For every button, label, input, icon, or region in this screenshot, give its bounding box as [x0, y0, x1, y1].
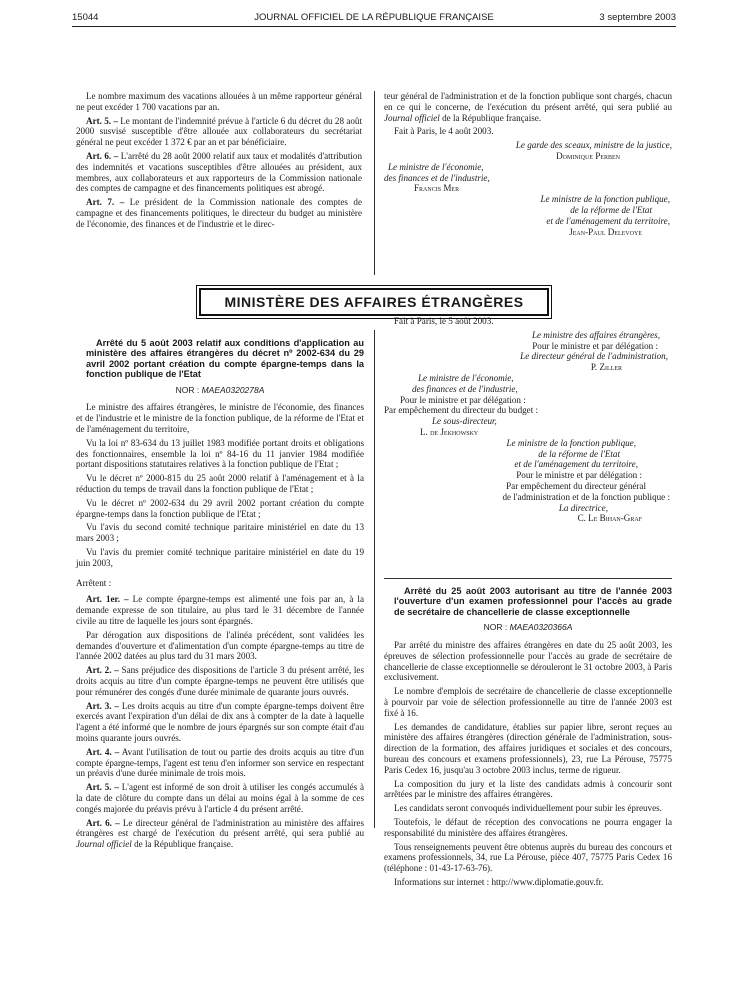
text: de la République française.: [442, 112, 542, 123]
paragraph: Toutefois, le défaut de réception des convocations ne pourra engager la responsabilité du ministère des affaires étrangères.: [384, 816, 672, 838]
done-at: Fait à Paris, le 4 août 2003.: [394, 126, 494, 137]
article-text: Le directeur général de l'administration au ministère des affaires étrangères est chargé de l'exécution du présent arrêté, qui sera publié au: [76, 817, 364, 839]
nor-code: MAEA0320278A: [201, 384, 265, 395]
visa: Vu l'avis du second comité technique paritaire ministériel en date du 13 mars 2003 ;: [76, 522, 364, 544]
signatory-name: Francis Mer: [414, 183, 460, 194]
signatory-name: C. Le Bihan-Graf: [577, 513, 642, 524]
signature-block: [384, 330, 672, 524]
signature-block: [384, 140, 672, 237]
paragraph: Par dérogation aux dispositions de l'alinéa précédent, sont validées les demandes d'ouverture et d'alimentation d'un compte épargne-temps au titre de l'année 2002 datées au plus tard du 31 mars 2003.: [76, 629, 364, 662]
article-text: L'agent est informé de son droit à utiliser les congés accumulés à la date de clôture du compte dans un délai au moins égal à la somme de ces congés majorée du préavis prévu à l'article 4 du présent arrêté.: [76, 782, 364, 814]
nor-label: NOR :: [483, 622, 508, 633]
ministry-heading: MINISTÈRE DES AFFAIRES ÉTRANGÈRES: [199, 288, 549, 316]
signatory-title: et de l'aménagement du territoire,: [546, 215, 670, 226]
signatory-title: Le ministre de la fonction publique,: [540, 194, 670, 205]
delegation-line: Par empêchement du directeur du budget :: [384, 405, 539, 416]
section-rule: [384, 578, 672, 579]
nor-label: NOR :: [175, 384, 200, 395]
paragraph: Les candidats seront convoqués individuellement pour subir les épreuves.: [394, 803, 662, 814]
nor-reference: [76, 385, 364, 396]
paragraph: La composition du jury et la liste des candidats admis à concourir sont arrêtées par le ministre des affaires étrangères.: [384, 778, 672, 800]
delegation-line: Par empêchement du directeur général: [506, 480, 646, 491]
signatory-title: Le ministre de l'économie,: [418, 372, 514, 383]
article-3: [76, 701, 364, 744]
article-6: [76, 818, 364, 850]
signatory-title: Le garde des sceaux, ministre de la justice,: [515, 140, 672, 151]
decree-title: Arrêté du 25 août 2003 autorisant au titre de l'année 2003 l'ouverture d'un examen professionnel pour l'accès au grade de secrétaire de chancellerie de classe exceptionnelle: [394, 586, 672, 617]
journal-name: Journal officiel: [384, 112, 440, 123]
signatory-title: Le ministre de la fonction publique,: [506, 437, 636, 448]
article-text: Avant l'utilisation de tout ou partie des droits acquis au titre d'un compte épargne-temps, l'agent est tenu d'en informer son service en respectant un préavis d'une durée minimale de trois mois.: [76, 746, 364, 779]
signatory-name: Dominique Perben: [556, 150, 620, 161]
delegation-line: Pour le ministre et par délégation :: [400, 394, 526, 405]
visa: Vu le décret nº 2002-634 du 29 avril 2002 portant création du compte épargne-temps dans la fonction publique de l'Etat ;: [76, 497, 364, 519]
text: teur général de l'administration et de la fonction publique sont chargés, chacun en ce qui le concerne, de l'exécution du présent arrêté, qui sera publié au: [384, 91, 672, 112]
page-header: [72, 12, 676, 32]
signatory-title: La directrice,: [558, 502, 608, 513]
signatory-title: de la réforme de l'Etat: [570, 204, 652, 215]
delegation-line: Pour le ministre et par délégation :: [532, 340, 658, 351]
article-1: [76, 594, 364, 626]
header-rule: [72, 26, 676, 27]
signatory-title: Le sous-directeur,: [432, 416, 497, 427]
column-divider-bottom: [374, 330, 375, 828]
column-divider-top: [374, 91, 375, 275]
signatory-title: de la réforme de l'Etat: [538, 448, 620, 459]
paragraph: Le nombre d'emplois de secrétaire de chancellerie de classe exceptionnelle à pourvoir par voie de sélection professionnelle au titre de l'année 2003 est fixé à 16.: [384, 686, 672, 718]
signatory-title: des finances et de l'industrie,: [384, 172, 490, 183]
article-text: L'arrêté du 28 août 2000 relatif aux taux et modalités d'attribution des indemnités et vacations susceptibles d'être allouées au président, aux membres, aux collaborateurs et aux rapporteurs de la Commission nationale des comptes de campagne et des financements politiques est abrogé.: [76, 150, 363, 194]
article-text: Sans préjudice des dispositions de l'article 3 du présent arrêté, les droits acquis au titre d'un compte épargne-temps ne peuvent être utilisés que pour rémunérer des congés d'une durée minimale de quarante jours ouvrés.: [76, 665, 364, 697]
visa: Vu la loi nº 83-634 du 13 juillet 1983 modifiée portant droits et obligations des fonctionnaires, ensemble la loi nº 84-16 du 11 janvier 1984 modifiée portant dispositions statutaires relatives à la fonction publique de l'Etat ;: [76, 437, 364, 470]
paragraph: Informations sur internet : http://www.diplomatie.gouv.fr.: [394, 876, 604, 887]
decree-title: Arrêté du 5 août 2003 relatif aux conditions d'application au ministère des affaires étrangères du décret nº 2002-634 du 29 avril 2002 portant création du compte épargne-temps dans la fonction publique de l'Etat: [86, 338, 364, 380]
article-label: Art. 7. –: [86, 197, 125, 208]
article-2: [76, 665, 364, 697]
paragraph: Par arrêté du ministre des affaires étrangères en date du 25 août 2003, les épreuves de sélection professionnelle pour l'accès au grade de secrétaire de chancellerie de classe exceptionnelle se dérouleront le 31 octobre 2003, à Paris exclusivement.: [384, 640, 672, 683]
preamble: Le ministre des affaires étrangères, le ministre de l'économie, des finances et de l'industrie et le ministre de la fonction publique, de la réforme de l'Etat et de l'aménagement du territoire,: [76, 402, 364, 435]
paragraph: Le nombre maximum des vacations allouées à un même rapporteur général ne peut excéder 1 700 vacations par an.: [76, 91, 362, 112]
article-5: [76, 782, 364, 814]
article-label: Art. 6. –: [86, 150, 119, 161]
signatory-name: L. de Jekhowsky: [420, 426, 479, 437]
top-right-column: [384, 91, 672, 237]
article-7: [76, 197, 362, 229]
paragraph: Tous renseignements peuvent être obtenus auprès du bureau des concours et examens professionnels, 34, rue La Pérouse, pièce 407, 75775 Paris Cedex 16 (téléphone : 01-43-17-63-76).: [384, 841, 672, 874]
signatory-title: des finances et de l'industrie,: [412, 383, 518, 394]
decree-1: [76, 338, 364, 853]
visa: Vu l'avis du premier comité technique paritaire ministériel en date du 19 juin 2003,: [76, 546, 364, 568]
article-label: Art. 4. –: [86, 746, 120, 757]
journal-title: JOURNAL OFFICIEL DE LA RÉPUBLIQUE FRANÇAISE: [254, 12, 494, 23]
article-label: Art. 2. –: [86, 665, 119, 676]
article-text: Le compte épargne-temps est alimenté une fois par an, à la demande expresse de son titulaire, au plus tard le 31 décembre de l'année civile au titre de laquelle les jours sont épargnés.: [76, 594, 364, 626]
signatory-name: Jean-Paul Delevoye: [569, 226, 642, 237]
issue-date: 3 septembre 2003: [599, 12, 676, 23]
decree-2: [384, 586, 672, 891]
signatory-title: Le ministre des affaires étrangères,: [531, 329, 660, 340]
article-label: Art. 6. –: [86, 817, 120, 828]
done-at: Fait à Paris, le 5 août 2003.: [394, 316, 494, 326]
signatory-name: P. Ziller: [590, 362, 622, 373]
signatory-title: Le directeur général de l'administration,: [520, 351, 668, 362]
nor-code: MAEA0320366A: [509, 622, 573, 633]
decree-1-signatures: [384, 316, 672, 524]
page-number: 15044: [72, 12, 99, 23]
paragraph: [384, 91, 672, 123]
article-label: Art. 1er. –: [86, 594, 129, 605]
article-label: Art. 3. –: [86, 700, 119, 711]
article-label: Art. 5. –: [86, 115, 118, 126]
delegation-line: Pour le ministre et par délégation :: [516, 470, 642, 481]
signatory-title: et de l'aménagement du territoire,: [514, 459, 638, 470]
article-4: [76, 747, 364, 779]
article-6: [76, 151, 362, 194]
article-text: de la République française.: [134, 839, 234, 850]
article-text: Le montant de l'indemnité prévue à l'article 6 du décret du 28 août 2000 susvisé susceptible d'être allouée aux collaborateurs du secrétariat général ne peut excéder 1 372 € par an et par bénéficiaire.: [76, 115, 362, 148]
arretent: Arrêtent :: [76, 577, 112, 588]
journal-name: Journal officiel: [76, 839, 132, 850]
top-left-column: [76, 91, 362, 233]
signatory-title: Le ministre de l'économie,: [388, 161, 484, 172]
article-label: Art. 5. –: [86, 782, 119, 793]
article-5: [76, 116, 362, 148]
article-text: Le président de la Commission nationale des comptes de campagne et des financements politiques, le directeur du budget au ministère de l'économie, des finances et de l'industrie et le direc-: [76, 197, 362, 229]
visa: Vu le décret nº 2000-815 du 25 août 2000 relatif à l'aménagement et à la réduction du temps de travail dans la fonction publique de l'Etat ;: [76, 473, 364, 494]
paragraph: Les demandes de candidature, établies sur papier libre, seront reçues au ministère des affaires étrangères (direction générale de l'administration, sous-direction de la formation, des affaires juridiques et sociales et des concours, bureau des concours et examens professionnels), 23, rue La Pérouse, 75775 Paris Cedex 16, jusqu'au 3 octobre 2003 inclus, terme de rigueur.: [384, 721, 672, 775]
nor-reference: [384, 622, 672, 633]
delegation-line: de l'administration et de la fonction publique :: [502, 491, 670, 502]
article-text: Les droits acquis au titre d'un compte épargne-temps doivent être exercés avant l'expiration d'un délai de dix ans à compter de la date à laquelle l'agent a été informé que le nombre de jours épargnés sur son compte était d'au moins quarante jours ouvrés.: [76, 700, 364, 743]
